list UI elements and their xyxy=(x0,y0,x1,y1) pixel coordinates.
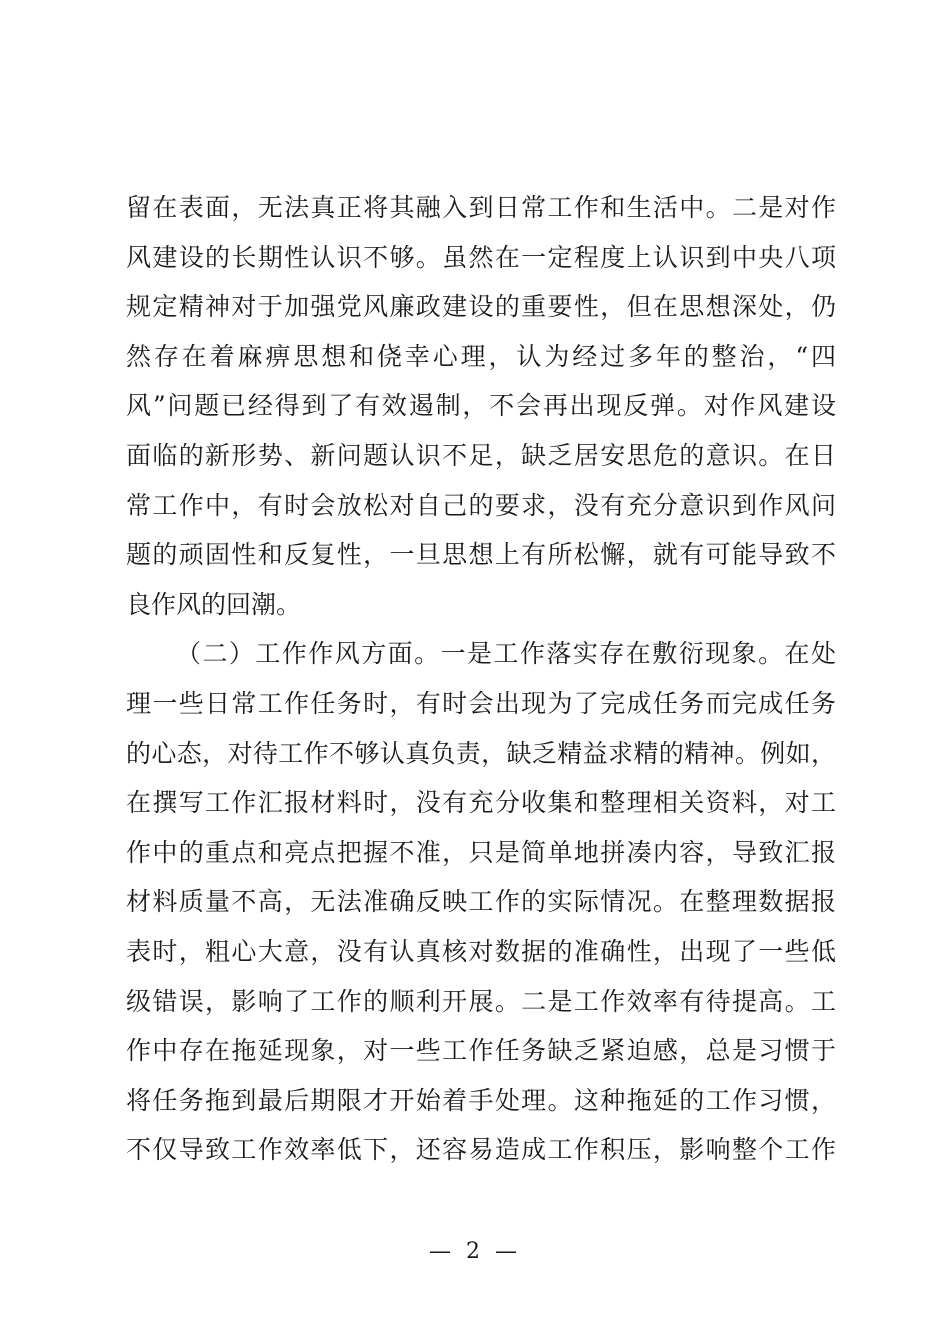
text-line: 不仅导致工作效率低下，还容易造成工作积压，影响整个工作 xyxy=(126,1135,836,1165)
body-text xyxy=(126,183,836,1175)
page-number: — 2 — xyxy=(429,1239,521,1264)
text-line: 面临的新形势、新问题认识不足，缺乏居安思危的意识。在日 xyxy=(126,440,836,470)
text-line: 将任务拖到最后期限才开始着手处理。这种拖延的工作习惯， xyxy=(126,1085,836,1115)
paragraph xyxy=(126,629,836,1175)
text-line: 理一些日常工作任务时，有时会出现为了完成任务而完成任务 xyxy=(126,688,836,718)
text-line: （二）工作作风方面。一是工作落实存在敷衍现象。在处 xyxy=(176,639,836,669)
text-line: 风建设的长期性认识不够。虽然在一定程度上认识到中央八项 xyxy=(126,242,836,272)
text-line: 风”问题已经得到了有效遏制，不会再出现反弹。对作风建设 xyxy=(126,391,836,421)
text-line: 的心态，对待工作不够认真负责，缺乏精益求精的精神。例如， xyxy=(126,738,836,768)
text-line: 留在表面，无法真正将其融入到日常工作和生活中。二是对作 xyxy=(126,193,836,222)
text-line: 然存在着麻痹思想和侥幸心理，认为经过多年的整治，“四 xyxy=(126,341,836,371)
text-line: 题的顽固性和反复性，一旦思想上有所松懈，就有可能导致不 xyxy=(126,540,836,570)
text-line: 常工作中，有时会放松对自己的要求，没有充分意识到作风问 xyxy=(126,490,836,520)
text-line: 良作风的回潮。 xyxy=(126,589,302,619)
text-line: 规定精神对于加强党风廉政建设的重要性，但在思想深处，仍 xyxy=(126,292,836,322)
paragraph xyxy=(126,183,836,629)
text-line: 表时，粗心大意，没有认真核对数据的准确性，出现了一些低 xyxy=(126,936,836,966)
text-line: 级错误，影响了工作的顺利开展。二是工作效率有待提高。工 xyxy=(126,986,836,1016)
text-line: 材料质量不高，无法准确反映工作的实际情况。在整理数据报 xyxy=(126,887,836,917)
text-line: 在撰写工作汇报材料时，没有充分收集和整理相关资料，对工 xyxy=(126,788,836,818)
text-line: 作中的重点和亮点把握不准，只是简单地拼凑内容，导致汇报 xyxy=(126,837,836,867)
text-line: 作中存在拖延现象，对一些工作任务缺乏紧迫感，总是习惯于 xyxy=(126,1036,836,1066)
